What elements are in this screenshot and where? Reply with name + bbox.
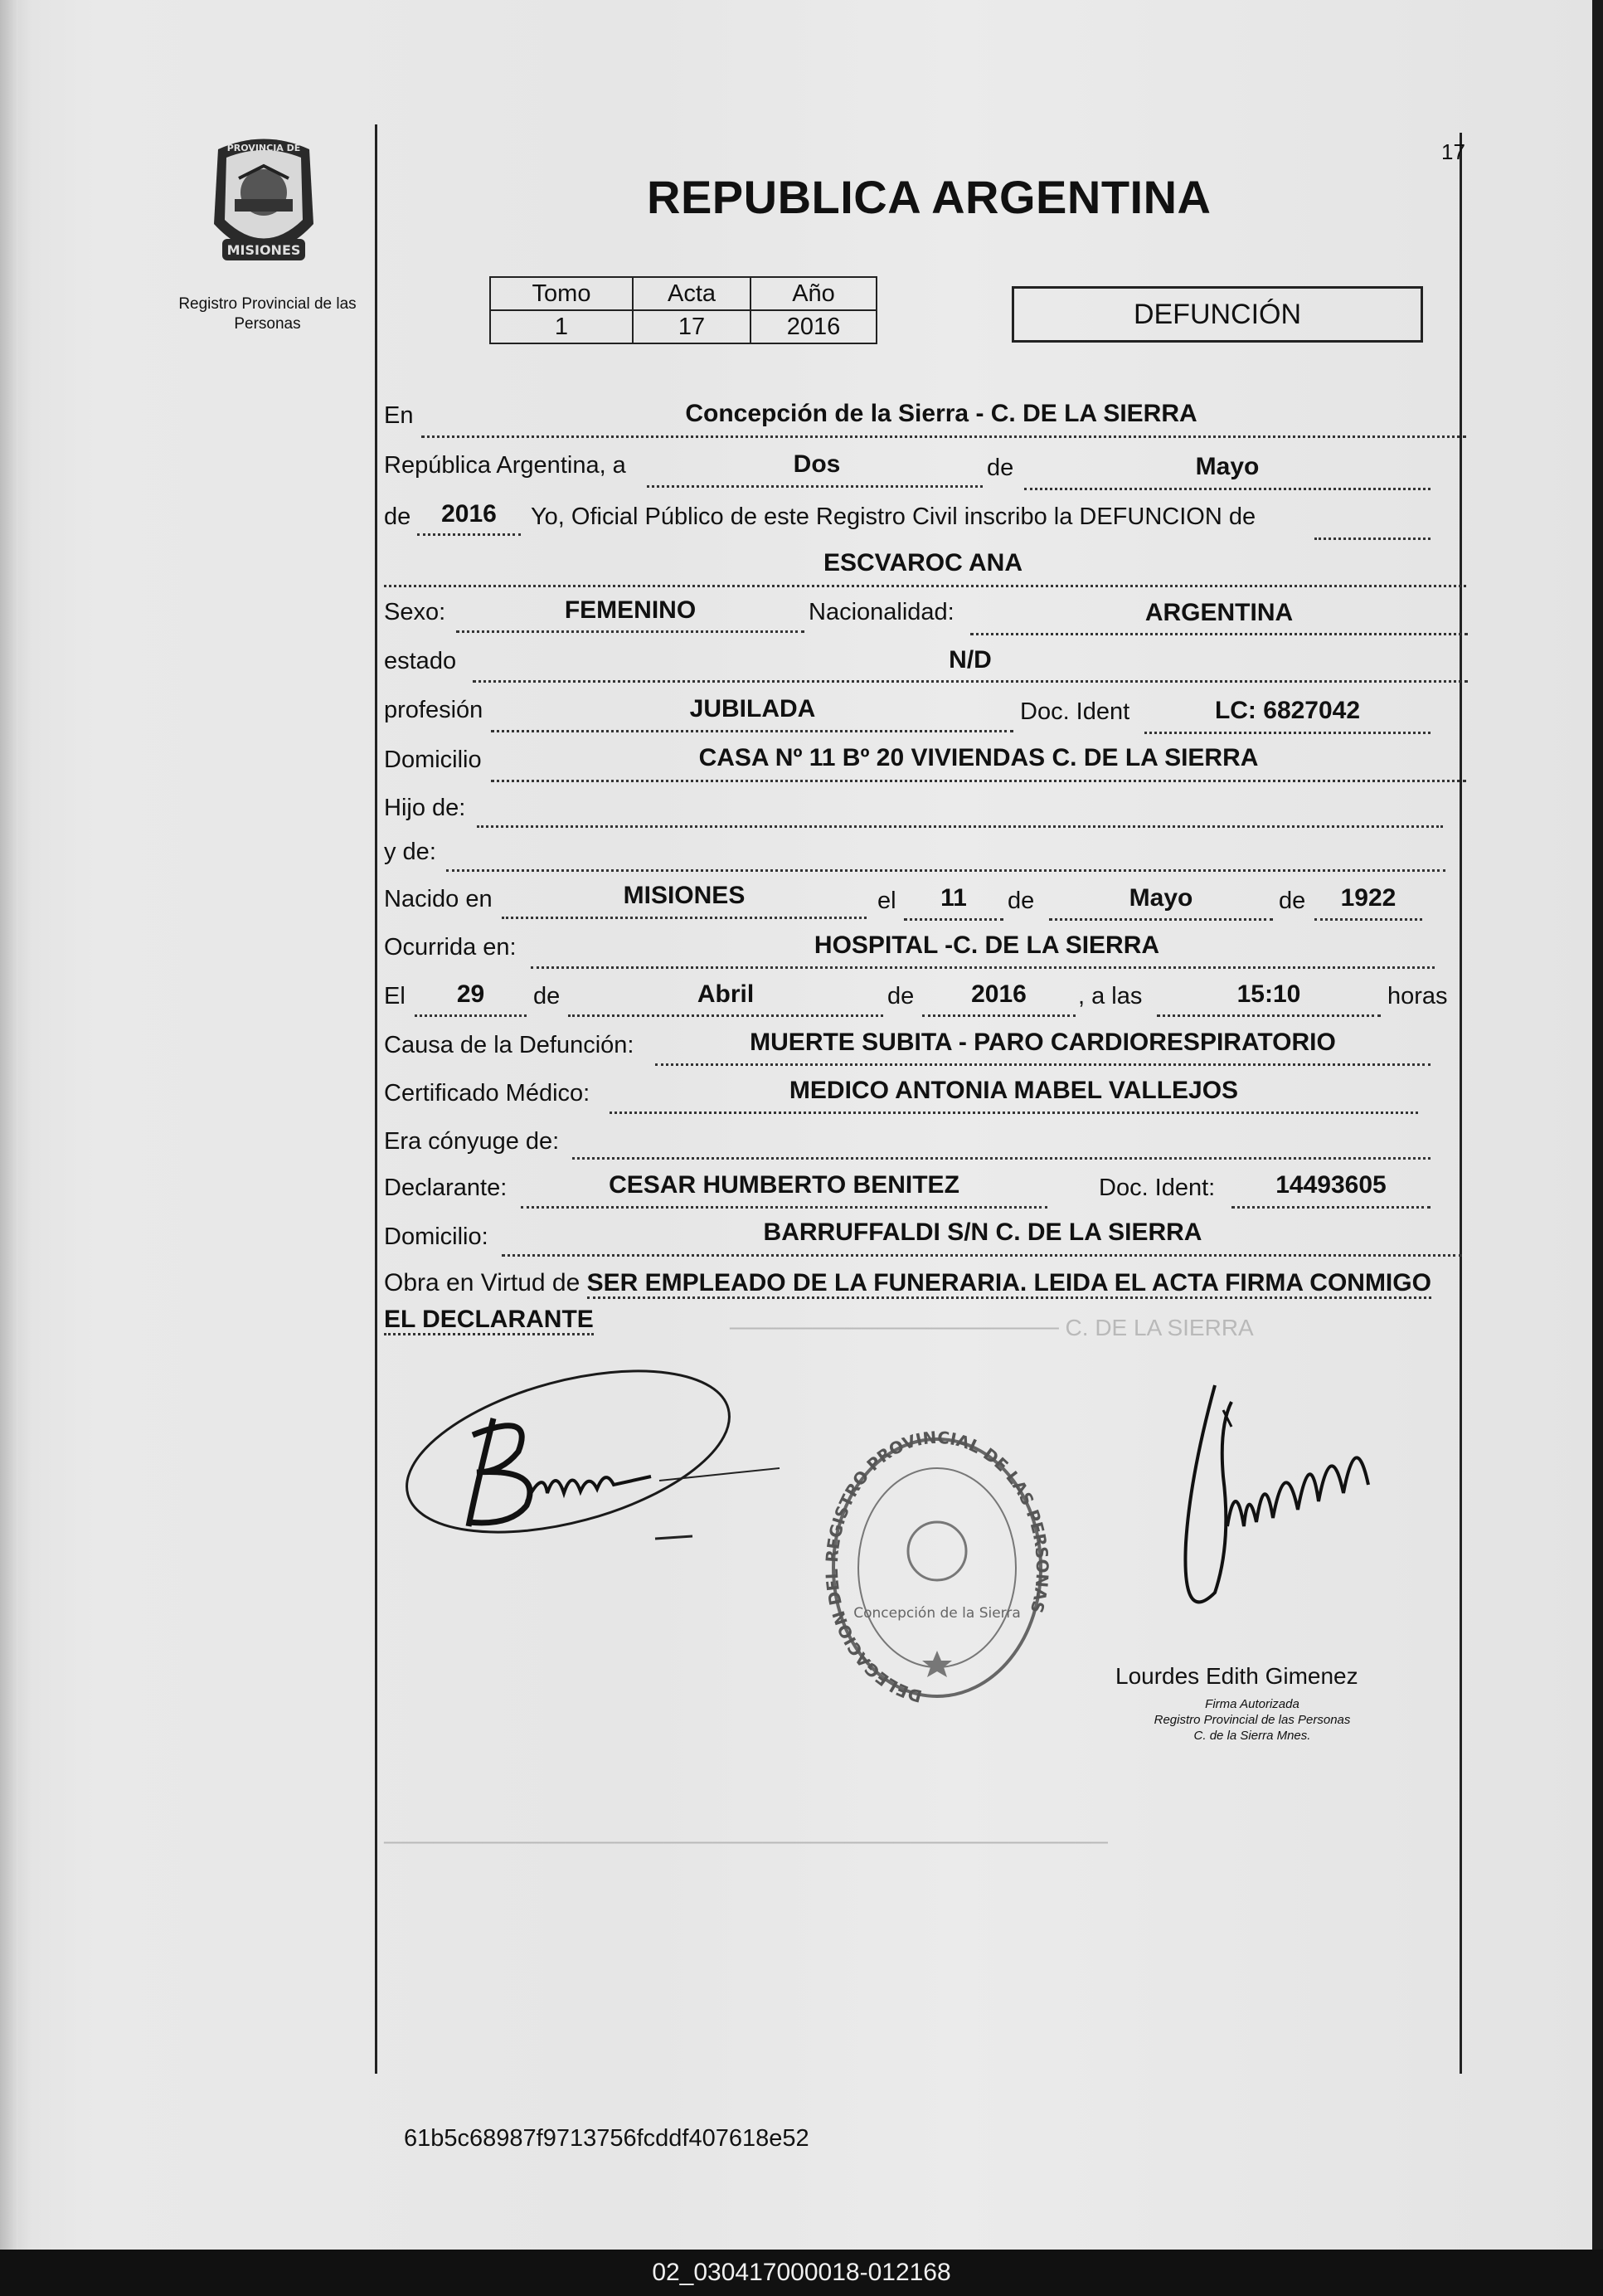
- alas-label: , a las: [1078, 983, 1143, 1009]
- bleed-through: ──────────────────── C. DE LA SIERRA: [730, 1315, 1254, 1340]
- logo-top-text: PROVINCIA DE: [226, 143, 301, 153]
- en-label: En: [384, 402, 414, 429]
- dotted-line: [610, 1112, 1418, 1114]
- header-tomo: Tomo: [490, 277, 633, 310]
- nacionalidad-value: ARGENTINA: [1144, 599, 1294, 626]
- dotted-line: [384, 585, 1466, 587]
- dotted-line: [473, 680, 1468, 683]
- birth-day: 11: [940, 884, 967, 912]
- nacido-label: Nacido en: [384, 886, 493, 912]
- birth-month: Mayo: [1129, 884, 1193, 912]
- document-hash: 61b5c68987f9713756fcddf407618e52: [404, 2125, 809, 2152]
- dotted-line: [491, 780, 1466, 782]
- dotted-line: [1314, 918, 1422, 921]
- page-title: REPUBLICA ARGENTINA: [647, 171, 1212, 223]
- dotted-line: [502, 1254, 1462, 1257]
- doc-value: LC: 6827042: [1214, 697, 1361, 724]
- domicilio2-label: Domicilio:: [384, 1223, 488, 1250]
- deceased-name: ESCVAROC ANA: [823, 549, 1023, 576]
- de2-label: de: [1008, 888, 1035, 914]
- header-acta: Acta: [633, 277, 750, 310]
- dotted-line: [417, 533, 521, 536]
- doc2-label: Doc. Ident:: [1099, 1175, 1216, 1201]
- hijo-label: Hijo de:: [384, 795, 466, 821]
- signatory-name: Lourdes Edith Gimenez: [1115, 1663, 1358, 1689]
- dotted-line: [647, 485, 983, 488]
- record-table: [489, 276, 877, 344]
- year-value: 2016: [441, 500, 497, 528]
- dotted-line: [1049, 918, 1273, 921]
- certificado-value: MEDICO ANTONIA MABEL VALLEJOS: [789, 1077, 1239, 1104]
- signatory-title: [1103, 1696, 1401, 1744]
- dotted-line: [568, 1014, 883, 1017]
- dotted-line: [521, 1206, 1047, 1209]
- nacionalidad-label: Nacionalidad:: [809, 599, 955, 625]
- seal-inner-text: Concepción de la Sierra: [853, 1605, 1021, 1622]
- ocurrida-label: Ocurrida en:: [384, 934, 517, 961]
- registry-stamp: [821, 1427, 1053, 1729]
- province-seal-logo: [202, 133, 326, 274]
- doc-label: Doc. Ident: [1020, 698, 1130, 725]
- dotted-line: [1024, 488, 1431, 490]
- el-label: el: [877, 888, 896, 914]
- dotted-line: [491, 730, 1013, 732]
- dotted-line: [1144, 732, 1431, 734]
- obra-paragraph: [384, 1265, 1462, 1338]
- dotted-line: [970, 633, 1468, 635]
- certificado-label: Certificado Médico:: [384, 1080, 590, 1107]
- profesion-label: profesión: [384, 697, 483, 723]
- day-value: Dos: [793, 450, 841, 478]
- signatory-title-line: Firma Autorizada: [1205, 1697, 1299, 1711]
- logo-caption: Registro Provincial de las Personas: [178, 295, 357, 333]
- horas-label: horas: [1387, 983, 1448, 1009]
- declarante-label: Declarante:: [384, 1175, 508, 1201]
- estado-label: estado: [384, 648, 457, 674]
- estado-value: N/D: [949, 646, 992, 674]
- dotted-line: [446, 869, 1445, 872]
- right-margin-line: [1460, 133, 1462, 2074]
- declarante-value: CESAR HUMBERTO BENITEZ: [609, 1171, 959, 1199]
- value-tomo: 1: [490, 310, 633, 343]
- dotted-line: [1314, 538, 1431, 540]
- dotted-line: [502, 917, 867, 919]
- republica-label: República Argentina, a: [384, 452, 626, 479]
- domicilio2-value: BARRUFFALDI S/N C. DE LA SIERRA: [763, 1219, 1202, 1246]
- scan-footer-id: 02_030417000018-012168: [0, 2250, 1603, 2296]
- sexo-value: FEMENINO: [564, 596, 697, 624]
- death-month: Abril: [697, 980, 755, 1008]
- causa-value: MUERTE SUBITA - PARO CARDIORESPIRATORIO: [750, 1029, 1336, 1056]
- dotted-line: [1157, 1014, 1381, 1017]
- signatory-title-line: C. de la Sierra Mnes.: [1193, 1729, 1311, 1743]
- dotted-line: [655, 1063, 1431, 1066]
- causa-label: Causa de la Defunción:: [384, 1032, 634, 1058]
- ocurrida-value: HOSPITAL -C. DE LA SIERRA: [814, 932, 1160, 959]
- de4-label: de: [533, 983, 561, 1009]
- dotted-line: [456, 630, 804, 633]
- dotted-line: [415, 1014, 527, 1017]
- de5-label: de: [887, 983, 915, 1009]
- dotted-line: [572, 1157, 1431, 1160]
- record-type-box: DEFUNCIÓN: [1012, 286, 1423, 343]
- obra-label: Obra en Virtud de: [384, 1269, 580, 1296]
- seal-text: DELEGACION DEL REGISTRO PROVINCIAL DE LAS PERSONAS: [821, 1427, 1053, 1707]
- sexo-label: Sexo:: [384, 599, 446, 625]
- left-margin-line: [375, 124, 377, 2074]
- logo-bottom-text: MISIONES: [226, 242, 301, 258]
- el2-label: El: [384, 983, 406, 1009]
- domicilio-label: Domicilio: [384, 747, 482, 773]
- dotted-line: [477, 825, 1443, 828]
- yde-label: y de:: [384, 839, 436, 865]
- birth-year: 1922: [1340, 884, 1397, 912]
- de-label: de: [987, 455, 1014, 481]
- death-day: 29: [456, 980, 485, 1008]
- bleed-through: ────────────────────────────────────────────: [384, 1829, 1108, 1855]
- yo-text: Yo, Oficial Público de este Registro Civil inscribo la DEFUNCION de: [531, 503, 1256, 530]
- dotted-line: [922, 1014, 1076, 1017]
- month-value: Mayo: [1195, 453, 1260, 480]
- en-value: Concepción de la Sierra - C. DE LA SIERRA: [685, 400, 1197, 427]
- dotted-line: [1231, 1206, 1431, 1209]
- declarante-signature: [377, 1360, 792, 1597]
- page-edge: [0, 0, 18, 2250]
- page-number: 17: [1441, 139, 1465, 164]
- dotted-line: [531, 966, 1435, 969]
- de3-label: de: [1279, 888, 1306, 914]
- signatory-title-line: Registro Provincial de las Personas: [1154, 1713, 1351, 1727]
- profesion-value: JUBILADA: [689, 695, 816, 722]
- dotted-line: [421, 435, 1466, 438]
- obra-value: SER EMPLEADO DE LA FUNERARIA. LEIDA EL ACTA FIRMA CONMIGO EL DECLARANTE: [384, 1269, 1431, 1335]
- doc2-value: 14493605: [1275, 1171, 1387, 1199]
- official-signature: [1140, 1377, 1406, 1655]
- death-time: 15:10: [1236, 980, 1301, 1008]
- year-prefix: de: [384, 503, 411, 530]
- domicilio-value: CASA Nº 11 Bº 20 VIVIENDAS C. DE LA SIERRA: [698, 744, 1259, 771]
- dotted-line: [904, 918, 1003, 921]
- death-year: 2016: [971, 980, 1027, 1008]
- nacido-value: MISIONES: [623, 882, 746, 909]
- value-acta: 17: [633, 310, 750, 343]
- header-ano: Año: [750, 277, 877, 310]
- conyuge-label: Era cónyuge de:: [384, 1128, 560, 1155]
- value-ano: 2016: [750, 310, 877, 343]
